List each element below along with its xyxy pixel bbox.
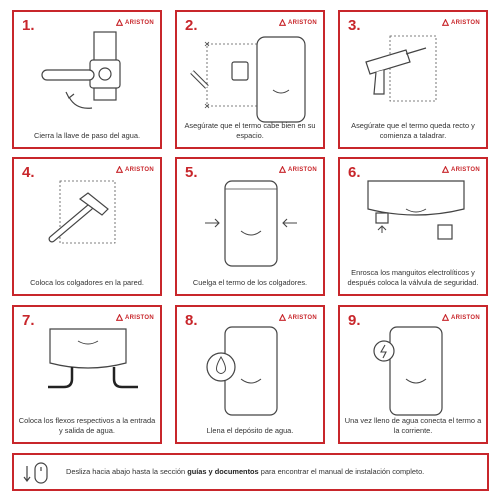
scroll-down-mouse-icon [22, 460, 56, 486]
step-caption: Llena el depósito de agua. [206, 426, 294, 435]
shutoff-valve-illustration [14, 12, 160, 147]
step-caption: Una vez lleno de agua conecta el termo a la corriente. [344, 416, 482, 435]
water-heater-illustration [177, 159, 323, 294]
step-caption: Cierra la llave de paso del agua. [34, 131, 140, 140]
brand-name: ARISTON [451, 166, 480, 173]
step-caption: Asegúrate que el termo queda recto y comienza a taladrar. [351, 121, 475, 140]
step-number: 6. [348, 164, 361, 181]
brand-name: ARISTON [451, 19, 480, 26]
step-caption: Coloca los colgadores en la pared. [30, 278, 144, 287]
step-caption: Enrosca los manguitos electrolíticos y después coloca la válvula de seguridad. [347, 268, 479, 287]
footer-text-after: para encontrar el manual de instalación completo. [258, 467, 425, 476]
brand-name: ARISTON [288, 19, 317, 26]
brand-name: ARISTON [125, 166, 154, 173]
guides-documents-label: guías y documentos [187, 467, 259, 476]
brand-name: ARISTON [451, 314, 480, 321]
step-number: 8. [185, 312, 198, 329]
step-card-8 [175, 305, 325, 444]
step-number: 1. [22, 17, 35, 34]
step-caption: Cuelga el termo de los colgadores. [192, 278, 308, 287]
step-number: 3. [348, 17, 361, 34]
step-card-6 [338, 157, 488, 296]
step-card-4 [12, 157, 162, 296]
step-card-2 [175, 10, 325, 149]
scroll-hint-banner [12, 453, 489, 491]
brand-name: ARISTON [288, 314, 317, 321]
step-card-9 [338, 305, 488, 444]
step-number: 7. [22, 312, 35, 329]
step-number: 4. [22, 164, 35, 181]
step-number: 9. [348, 312, 361, 329]
step-number: 2. [185, 17, 198, 34]
step-caption: Asegúrate que el termo cabe bien en su espacio. [184, 121, 316, 140]
step-card-3 [338, 10, 488, 149]
brand-name: ARISTON [125, 314, 154, 321]
step-number: 5. [185, 164, 198, 181]
step-caption: Coloca los flexos respectivos a la entrada y salida de agua. [18, 416, 156, 435]
brand-name: ARISTON [125, 19, 154, 26]
fill-tank-illustration [177, 307, 323, 442]
footer-text-before: Desliza hacia abajo hasta la sección [66, 467, 188, 476]
step-card-1 [12, 10, 162, 149]
step-card-5 [175, 157, 325, 296]
hammer-illustration [14, 159, 160, 294]
step-card-7 [12, 305, 162, 444]
scroll-hint-text [66, 467, 481, 476]
brand-name: ARISTON [288, 166, 317, 173]
